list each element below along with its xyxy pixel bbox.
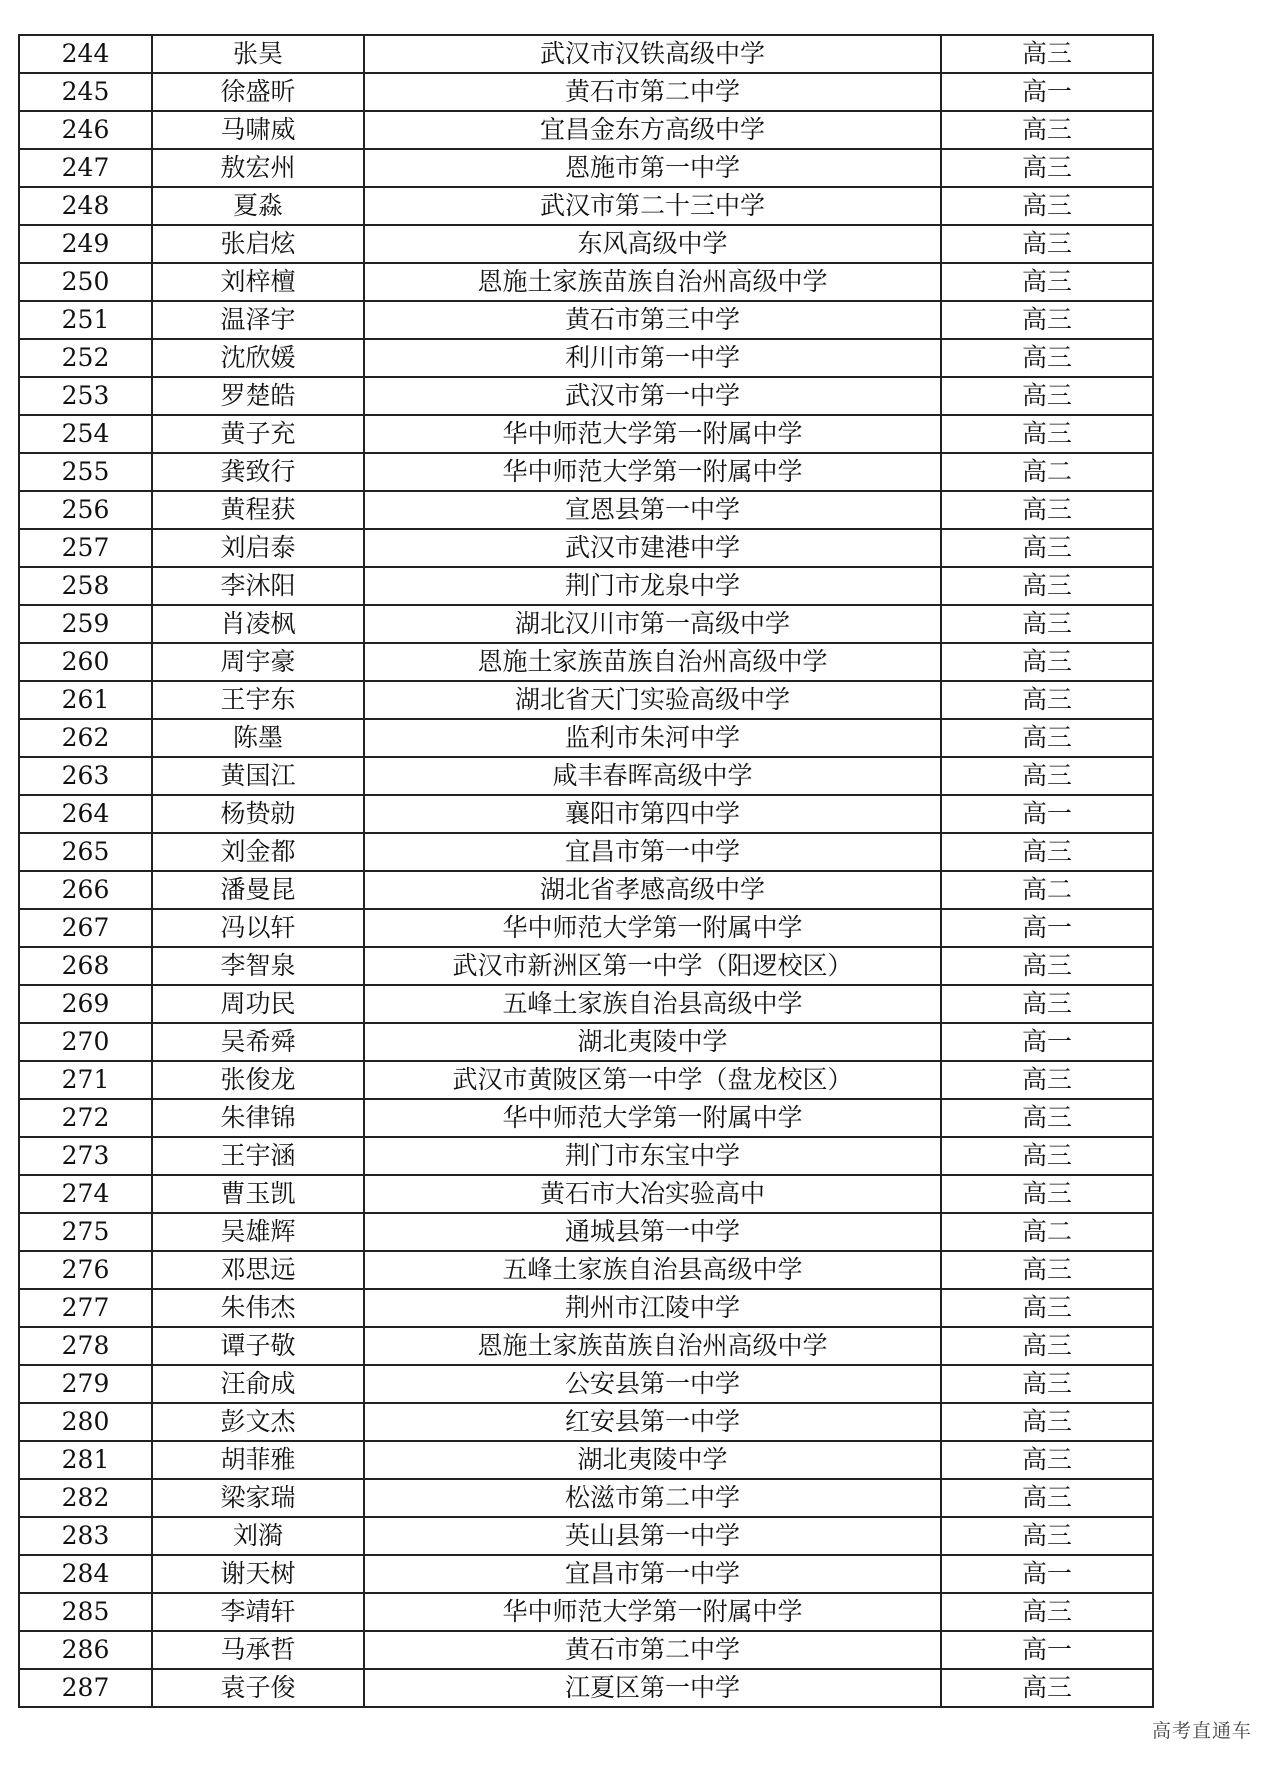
- cell-number: 262: [19, 719, 152, 757]
- cell-name: 胡菲雅: [152, 1441, 364, 1479]
- table-row: [19, 339, 1153, 377]
- cell-school: 恩施市第一中学: [364, 149, 941, 187]
- cell-name: 潘曼昆: [152, 871, 364, 909]
- table-row: [19, 1441, 1153, 1479]
- cell-grade: 高三: [941, 1289, 1153, 1327]
- table-row: [19, 1023, 1153, 1061]
- cell-grade: 高三: [941, 187, 1153, 225]
- student-list-table: [18, 34, 1154, 1708]
- table-row: [19, 453, 1153, 491]
- cell-number: 283: [19, 1517, 152, 1555]
- table-row: [19, 1403, 1153, 1441]
- cell-grade: 高三: [941, 35, 1153, 73]
- cell-school: 红安县第一中学: [364, 1403, 941, 1441]
- table-row: [19, 1479, 1153, 1517]
- cell-school: 利川市第一中学: [364, 339, 941, 377]
- cell-number: 265: [19, 833, 152, 871]
- student-list-table-container: [18, 34, 1152, 1708]
- table-row: [19, 757, 1153, 795]
- cell-school: 襄阳市第四中学: [364, 795, 941, 833]
- cell-number: 286: [19, 1631, 152, 1669]
- cell-name: 彭文杰: [152, 1403, 364, 1441]
- table-row: [19, 1175, 1153, 1213]
- cell-number: 249: [19, 225, 152, 263]
- cell-name: 张俊龙: [152, 1061, 364, 1099]
- cell-school: 恩施土家族苗族自治州高级中学: [364, 1327, 941, 1365]
- cell-name: 刘漪: [152, 1517, 364, 1555]
- table-row: [19, 225, 1153, 263]
- cell-name: 李靖轩: [152, 1593, 364, 1631]
- cell-grade: 高三: [941, 1365, 1153, 1403]
- cell-grade: 高一: [941, 1631, 1153, 1669]
- cell-grade: 高三: [941, 1441, 1153, 1479]
- table-row: [19, 1289, 1153, 1327]
- table-row: [19, 1137, 1153, 1175]
- cell-school: 恩施土家族苗族自治州高级中学: [364, 643, 941, 681]
- cell-school: 通城县第一中学: [364, 1213, 941, 1251]
- cell-name: 肖凌枫: [152, 605, 364, 643]
- table-row: [19, 415, 1153, 453]
- cell-grade: 高三: [941, 757, 1153, 795]
- table-row: [19, 1213, 1153, 1251]
- cell-name: 张昊: [152, 35, 364, 73]
- cell-school: 江夏区第一中学: [364, 1669, 941, 1707]
- table-row: [19, 1517, 1153, 1555]
- table-row: [19, 377, 1153, 415]
- cell-number: 244: [19, 35, 152, 73]
- cell-grade: 高三: [941, 149, 1153, 187]
- table-row: [19, 681, 1153, 719]
- cell-number: 257: [19, 529, 152, 567]
- cell-grade: 高三: [941, 719, 1153, 757]
- table-row: [19, 1669, 1153, 1707]
- table-row: [19, 719, 1153, 757]
- cell-number: 277: [19, 1289, 152, 1327]
- cell-school: 荆门市东宝中学: [364, 1137, 941, 1175]
- cell-number: 272: [19, 1099, 152, 1137]
- cell-number: 253: [19, 377, 152, 415]
- watermark-text: 高考直通车: [1151, 1720, 1252, 1742]
- cell-school: 华中师范大学第一附属中学: [364, 909, 941, 947]
- cell-school: 华中师范大学第一附属中学: [364, 415, 941, 453]
- cell-number: 281: [19, 1441, 152, 1479]
- cell-school: 宜昌金东方高级中学: [364, 111, 941, 149]
- cell-name: 汪俞成: [152, 1365, 364, 1403]
- cell-name: 李沐阳: [152, 567, 364, 605]
- cell-grade: 高三: [941, 1327, 1153, 1365]
- cell-name: 李智泉: [152, 947, 364, 985]
- cell-name: 黄国江: [152, 757, 364, 795]
- cell-school: 宜昌市第一中学: [364, 1555, 941, 1593]
- cell-grade: 高一: [941, 795, 1153, 833]
- cell-school: 华中师范大学第一附属中学: [364, 1099, 941, 1137]
- table-row: [19, 529, 1153, 567]
- cell-grade: 高三: [941, 339, 1153, 377]
- cell-school: 宜昌市第一中学: [364, 833, 941, 871]
- cell-school: 湖北汉川市第一高级中学: [364, 605, 941, 643]
- cell-grade: 高三: [941, 681, 1153, 719]
- cell-number: 287: [19, 1669, 152, 1707]
- cell-grade: 高一: [941, 73, 1153, 111]
- cell-grade: 高二: [941, 871, 1153, 909]
- table-row: [19, 1061, 1153, 1099]
- table-body: [19, 35, 1153, 1707]
- cell-number: 285: [19, 1593, 152, 1631]
- cell-name: 龚致行: [152, 453, 364, 491]
- cell-number: 255: [19, 453, 152, 491]
- cell-name: 温泽宇: [152, 301, 364, 339]
- cell-name: 吴希舜: [152, 1023, 364, 1061]
- cell-grade: 高一: [941, 909, 1153, 947]
- cell-grade: 高三: [941, 643, 1153, 681]
- cell-number: 264: [19, 795, 152, 833]
- cell-name: 朱律锦: [152, 1099, 364, 1137]
- cell-name: 梁家瑞: [152, 1479, 364, 1517]
- table-row: [19, 149, 1153, 187]
- cell-number: 250: [19, 263, 152, 301]
- cell-name: 黄子充: [152, 415, 364, 453]
- cell-name: 刘金都: [152, 833, 364, 871]
- cell-grade: 高三: [941, 1593, 1153, 1631]
- cell-grade: 高三: [941, 1251, 1153, 1289]
- table-row: [19, 263, 1153, 301]
- table-row: [19, 871, 1153, 909]
- cell-school: 五峰土家族自治县高级中学: [364, 985, 941, 1023]
- cell-grade: 高三: [941, 377, 1153, 415]
- cell-name: 谭子敬: [152, 1327, 364, 1365]
- cell-school: 华中师范大学第一附属中学: [364, 1593, 941, 1631]
- cell-school: 咸丰春晖高级中学: [364, 757, 941, 795]
- cell-grade: 高三: [941, 1175, 1153, 1213]
- cell-number: 276: [19, 1251, 152, 1289]
- table-row: [19, 1631, 1153, 1669]
- cell-number: 269: [19, 985, 152, 1023]
- cell-grade: 高三: [941, 263, 1153, 301]
- table-row: [19, 1593, 1153, 1631]
- table-row: [19, 947, 1153, 985]
- cell-grade: 高三: [941, 1479, 1153, 1517]
- cell-name: 夏淼: [152, 187, 364, 225]
- cell-grade: 高三: [941, 985, 1153, 1023]
- cell-school: 黄石市第二中学: [364, 1631, 941, 1669]
- cell-number: 251: [19, 301, 152, 339]
- table-row: [19, 909, 1153, 947]
- cell-school: 湖北夷陵中学: [364, 1441, 941, 1479]
- cell-grade: 高二: [941, 453, 1153, 491]
- cell-name: 刘启泰: [152, 529, 364, 567]
- cell-name: 罗楚皓: [152, 377, 364, 415]
- table-row: [19, 605, 1153, 643]
- cell-name: 吴雄辉: [152, 1213, 364, 1251]
- cell-number: 282: [19, 1479, 152, 1517]
- cell-school: 湖北夷陵中学: [364, 1023, 941, 1061]
- cell-number: 279: [19, 1365, 152, 1403]
- cell-name: 袁子俊: [152, 1669, 364, 1707]
- cell-school: 黄石市大冶实验高中: [364, 1175, 941, 1213]
- cell-number: 266: [19, 871, 152, 909]
- cell-school: 黄石市第三中学: [364, 301, 941, 339]
- cell-number: 260: [19, 643, 152, 681]
- cell-name: 马承哲: [152, 1631, 364, 1669]
- cell-name: 周宇豪: [152, 643, 364, 681]
- cell-grade: 高三: [941, 605, 1153, 643]
- cell-grade: 高三: [941, 225, 1153, 263]
- cell-number: 246: [19, 111, 152, 149]
- cell-name: 陈墨: [152, 719, 364, 757]
- cell-school: 东风高级中学: [364, 225, 941, 263]
- cell-school: 监利市朱河中学: [364, 719, 941, 757]
- cell-school: 武汉市第二十三中学: [364, 187, 941, 225]
- cell-name: 张启炫: [152, 225, 364, 263]
- cell-name: 朱伟杰: [152, 1289, 364, 1327]
- cell-number: 245: [19, 73, 152, 111]
- cell-school: 华中师范大学第一附属中学: [364, 453, 941, 491]
- cell-grade: 高三: [941, 947, 1153, 985]
- cell-number: 252: [19, 339, 152, 377]
- cell-grade: 高二: [941, 1213, 1153, 1251]
- cell-number: 256: [19, 491, 152, 529]
- cell-grade: 高一: [941, 1023, 1153, 1061]
- cell-school: 武汉市新洲区第一中学（阳逻校区）: [364, 947, 941, 985]
- cell-number: 270: [19, 1023, 152, 1061]
- cell-number: 248: [19, 187, 152, 225]
- table-row: [19, 795, 1153, 833]
- cell-grade: 高三: [941, 415, 1153, 453]
- cell-name: 周功民: [152, 985, 364, 1023]
- cell-grade: 高三: [941, 301, 1153, 339]
- cell-name: 冯以轩: [152, 909, 364, 947]
- cell-grade: 高三: [941, 1099, 1153, 1137]
- cell-school: 宣恩县第一中学: [364, 491, 941, 529]
- cell-school: 松滋市第二中学: [364, 1479, 941, 1517]
- cell-grade: 高三: [941, 529, 1153, 567]
- table-row: [19, 567, 1153, 605]
- cell-number: 258: [19, 567, 152, 605]
- cell-school: 武汉市第一中学: [364, 377, 941, 415]
- cell-name: 王宇涵: [152, 1137, 364, 1175]
- cell-number: 267: [19, 909, 152, 947]
- cell-number: 259: [19, 605, 152, 643]
- cell-name: 徐盛昕: [152, 73, 364, 111]
- cell-name: 马啸威: [152, 111, 364, 149]
- cell-grade: 高三: [941, 1403, 1153, 1441]
- cell-school: 英山县第一中学: [364, 1517, 941, 1555]
- cell-name: 邓思远: [152, 1251, 364, 1289]
- cell-grade: 高三: [941, 1517, 1153, 1555]
- cell-name: 沈欣媛: [152, 339, 364, 377]
- cell-number: 247: [19, 149, 152, 187]
- table-row: [19, 111, 1153, 149]
- cell-school: 荆州市江陵中学: [364, 1289, 941, 1327]
- cell-name: 刘梓檀: [152, 263, 364, 301]
- cell-number: 268: [19, 947, 152, 985]
- cell-number: 274: [19, 1175, 152, 1213]
- cell-school: 湖北省天门实验高级中学: [364, 681, 941, 719]
- table-row: [19, 187, 1153, 225]
- table-row: [19, 1365, 1153, 1403]
- table-row: [19, 643, 1153, 681]
- table-row: [19, 491, 1153, 529]
- table-row: [19, 833, 1153, 871]
- cell-school: 恩施土家族苗族自治州高级中学: [364, 263, 941, 301]
- cell-number: 278: [19, 1327, 152, 1365]
- cell-number: 273: [19, 1137, 152, 1175]
- cell-school: 黄石市第二中学: [364, 73, 941, 111]
- table-row: [19, 1251, 1153, 1289]
- cell-name: 黄程获: [152, 491, 364, 529]
- cell-school: 荆门市龙泉中学: [364, 567, 941, 605]
- cell-name: 谢天树: [152, 1555, 364, 1593]
- cell-number: 284: [19, 1555, 152, 1593]
- table-row: [19, 1327, 1153, 1365]
- cell-number: 280: [19, 1403, 152, 1441]
- table-row: [19, 35, 1153, 73]
- cell-grade: 高三: [941, 1669, 1153, 1707]
- cell-school: 湖北省孝感高级中学: [364, 871, 941, 909]
- cell-school: 武汉市黄陂区第一中学（盘龙校区）: [364, 1061, 941, 1099]
- cell-number: 261: [19, 681, 152, 719]
- cell-grade: 高三: [941, 491, 1153, 529]
- cell-grade: 高三: [941, 111, 1153, 149]
- cell-grade: 高一: [941, 1555, 1153, 1593]
- cell-name: 杨贽勍: [152, 795, 364, 833]
- table-row: [19, 73, 1153, 111]
- cell-school: 武汉市汉铁高级中学: [364, 35, 941, 73]
- cell-school: 公安县第一中学: [364, 1365, 941, 1403]
- table-row: [19, 985, 1153, 1023]
- cell-grade: 高三: [941, 1137, 1153, 1175]
- table-row: [19, 1555, 1153, 1593]
- table-row: [19, 1099, 1153, 1137]
- cell-school: 五峰土家族自治县高级中学: [364, 1251, 941, 1289]
- cell-name: 敖宏州: [152, 149, 364, 187]
- cell-grade: 高三: [941, 833, 1153, 871]
- cell-number: 271: [19, 1061, 152, 1099]
- cell-number: 275: [19, 1213, 152, 1251]
- cell-name: 王宇东: [152, 681, 364, 719]
- table-row: [19, 301, 1153, 339]
- cell-school: 武汉市建港中学: [364, 529, 941, 567]
- cell-number: 263: [19, 757, 152, 795]
- cell-grade: 高三: [941, 1061, 1153, 1099]
- cell-name: 曹玉凯: [152, 1175, 364, 1213]
- cell-grade: 高三: [941, 567, 1153, 605]
- cell-number: 254: [19, 415, 152, 453]
